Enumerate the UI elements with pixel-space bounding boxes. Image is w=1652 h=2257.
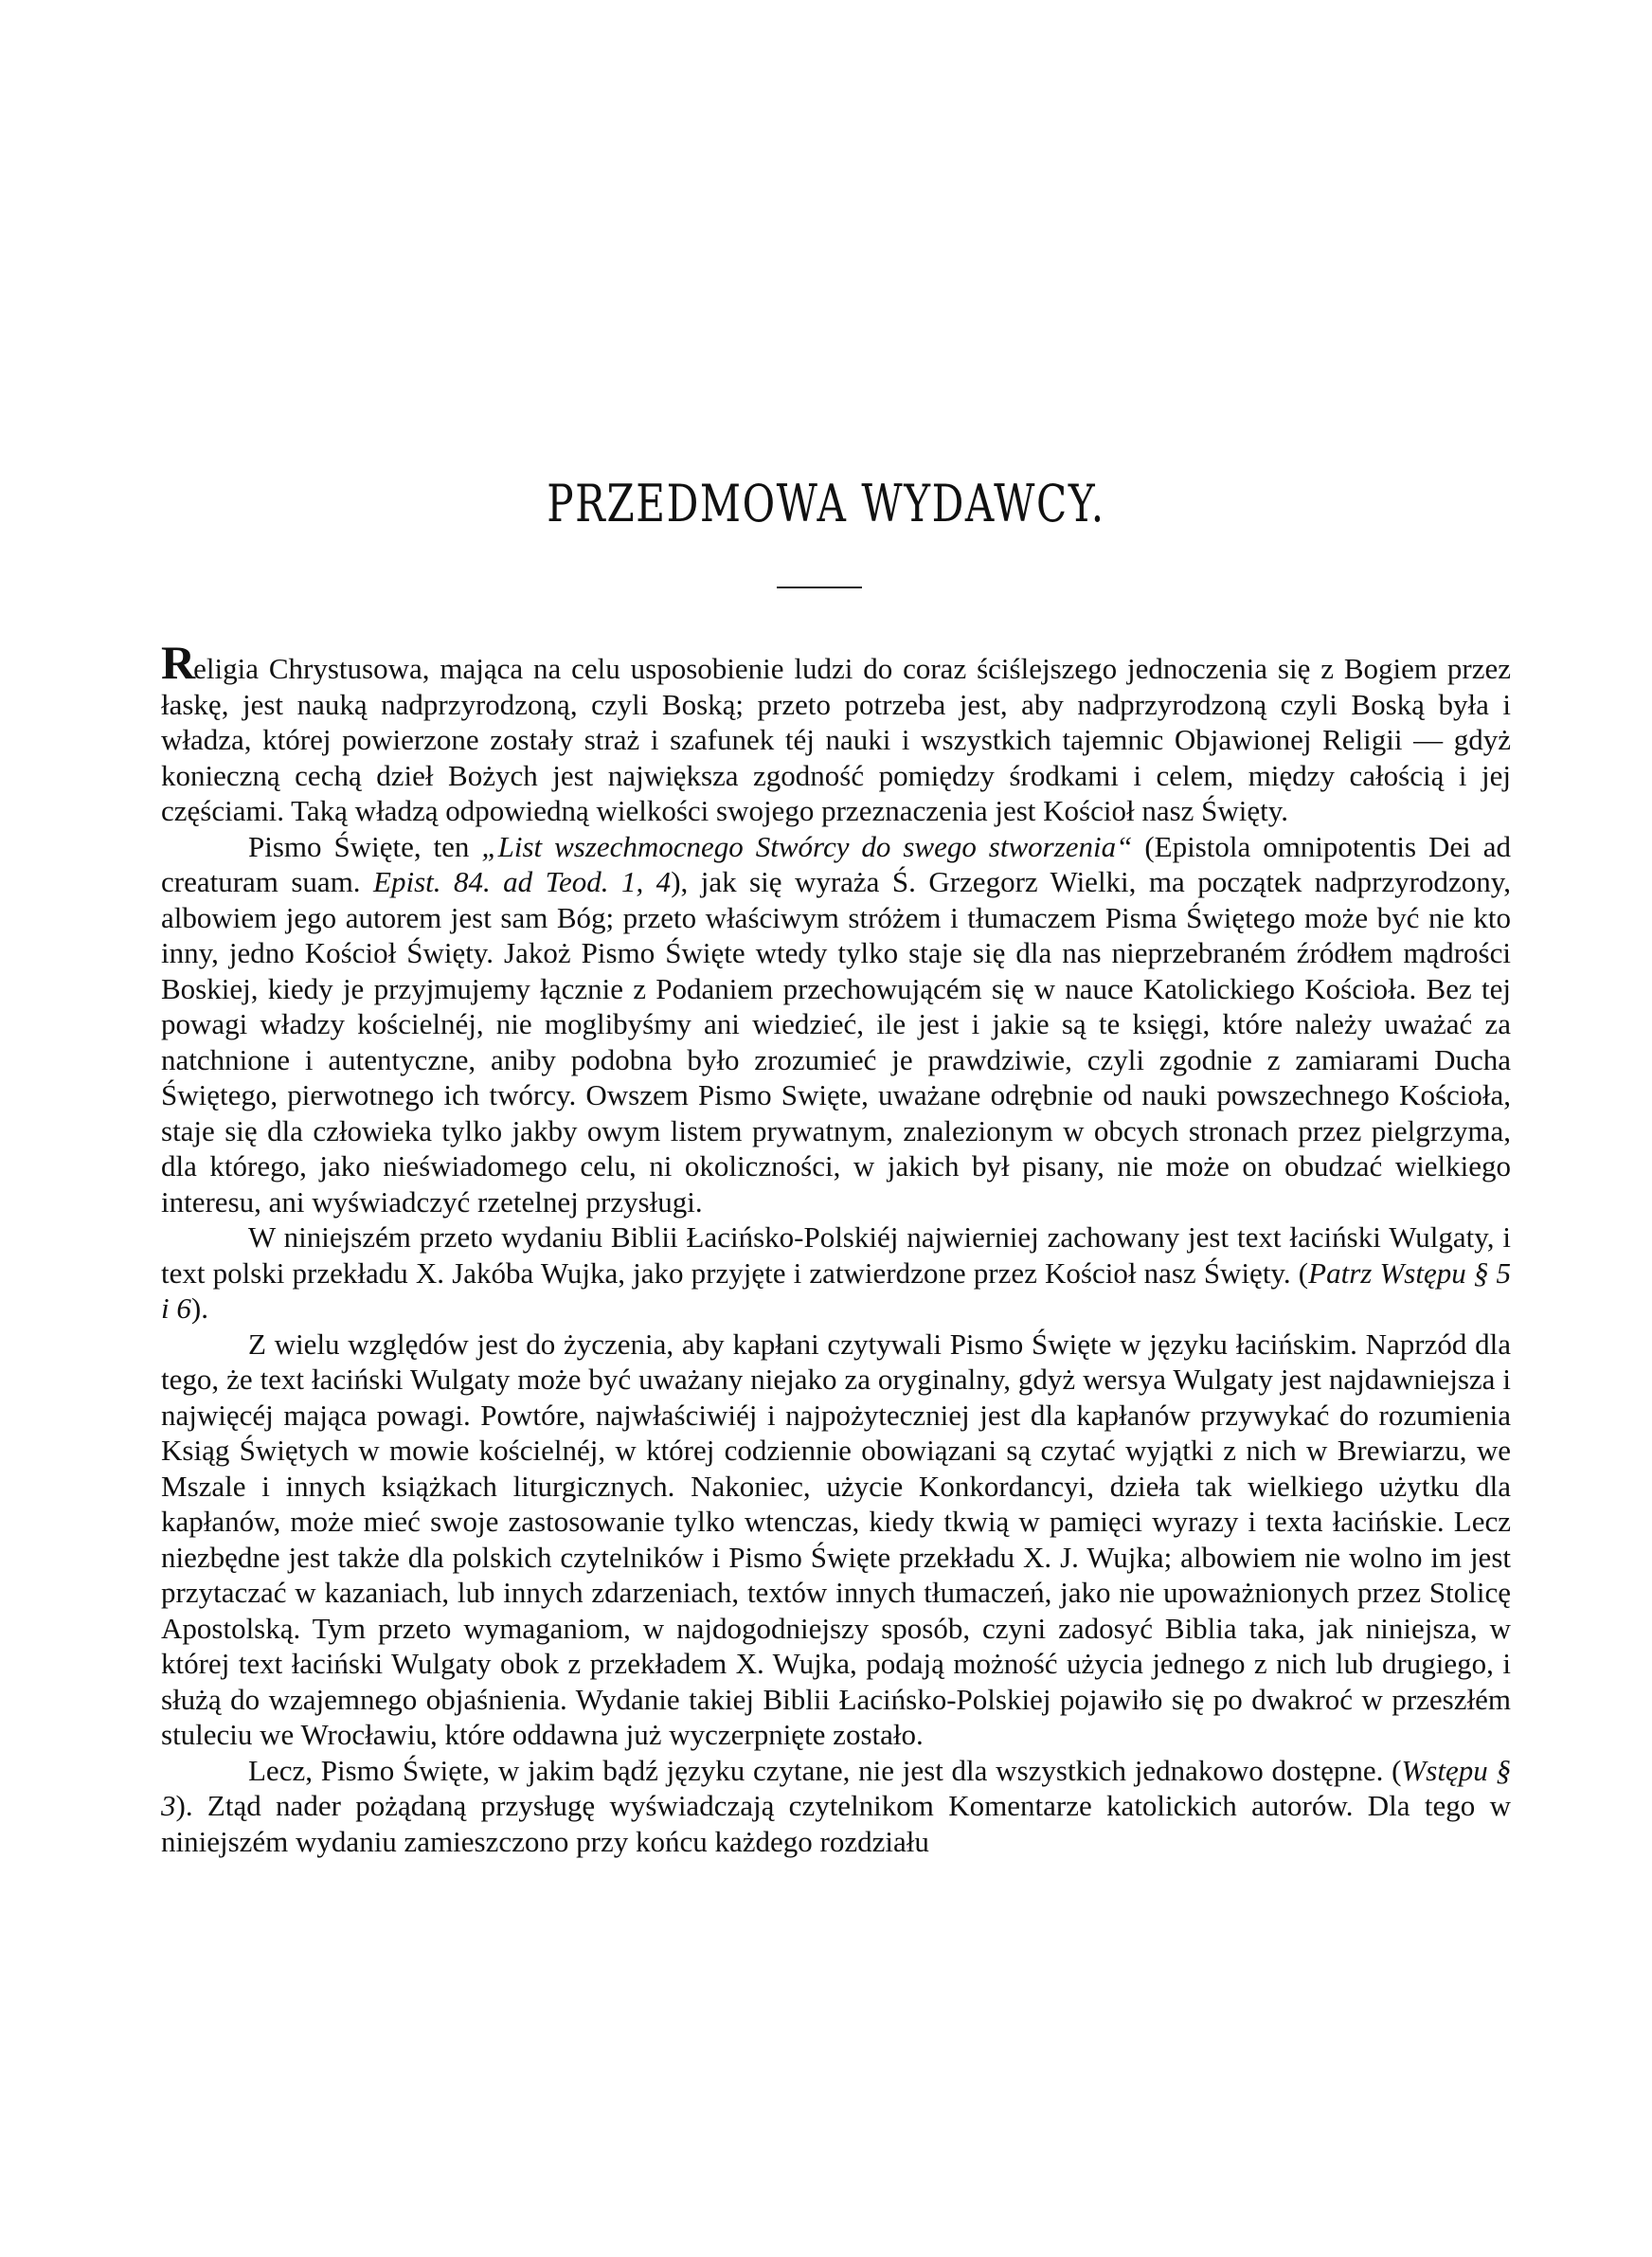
- paragraph-5-citation: Wstępu § 3: [161, 1753, 1511, 1822]
- paragraph-2-text-a: Pismo Święte, ten: [248, 829, 482, 863]
- paragraph-5-text-a: Lecz, Pismo Święte, w jakim bądź języku czytane, nie jest dla wszystkich jednakowo dostępne. (: [248, 1753, 1402, 1787]
- drop-cap: R: [161, 636, 194, 689]
- paragraph-5-text-b: ). Ztąd nader pożądaną przysługę wyświadczają czytelnikom Komentarze katolickich autorów. Dla tego w niniejszém wydaniu zamieszczono przy końcu każdego rozdziału: [161, 1789, 1511, 1858]
- paragraph-2-text-c: ), jak się wyraża Ś. Grzegorz Wielki, ma początek nadprzyrodzony, albowiem jego autorem jest sam Bóg; przeto właściwym stróżem i tłumaczem Pisma Świętego może być nie kto inny, jedno Kościoł Święty. Jakoż Pismo Święte wtedy tylko staje się dla nas nieprzebraném źródłem mądrości Boskiej, kiedy je przyjmujemy łącznie z Podaniem przechowującém się w nauce Katolickiego Kościoła. Bez tej powagi władzy kościelnéj, nie moglibyśmy ani wiedzieć, ile jest i jakie są te księgi, które należy uważać za natchnione i autentyczne, aniby podobna było zrozumieć je prawdziwie, czyli zgodnie z zamiarami Ducha Świętego, pierwotnego ich twórcy. Owszem Pismo Swięte, uważane odrębnie od nauki powszechnego Kościoła, staje się dla człowieka tylko jakby owym listem prywatnym, znalezionym w obcych stronach przez pielgrzyma, dla którego, jako nieświadomego celu, ni okoliczności, w jakich był pisany, nie może on obudzać wielkiego interesu, ani wyświadczyć rzetelnej przysługi.: [161, 865, 1511, 1219]
- paragraph-3-text-a: W niniejszém przeto wydaniu Biblii Łacińsko-Polskiéj najwierniej zachowany jest text łaciński Wulgaty, i text polski przekładu X. Jakóba Wujka, jako przyjęte i zatwierdzone przez Kościoł nasz Święty. (: [161, 1220, 1511, 1290]
- title-divider: [777, 587, 862, 588]
- paragraph-2-citation: Epist. 84. ad Teod. 1, 4: [373, 865, 672, 898]
- paragraph-1-text: eligia Chrystusowa, mająca na celu usposobienie ludzi do coraz ściślejszego jednoczenia się z Bogiem przez łaskę, jest nauką nadprzyrodzoną, czyli Boską; przeto potrzeba jest, aby nadprzyrodzoną czyli Boską była i władza, której powierzone zostały straż i szafunek téj nauki i wszystkich tajemnic Objawionej Religii — gdyż konieczną cechą dzieł Bożych jest największa zgodność pomiędzy środkami i celem, między całością i jej częściami. Taką władzą odpowiedną wielkości swojego przeznaczenia jest Kościoł nasz Święty.: [161, 652, 1511, 827]
- paragraph-2: [161, 829, 1511, 1220]
- page-title: PRZEDMOWA WYDAWCY.: [547, 474, 1105, 533]
- paragraph-3: [161, 1219, 1511, 1327]
- document-body: [161, 636, 1512, 1859]
- paragraph-3-citation: Patrz Wstępu § 5 i 6: [161, 1255, 1512, 1325]
- paragraph-4: [161, 1327, 1511, 1753]
- paragraph-1: [161, 636, 1511, 829]
- paragraph-5: [161, 1753, 1511, 1860]
- paragraph-3-text-b: ).: [190, 1291, 208, 1325]
- paragraph-4-text: Z wielu względów jest do życzenia, aby kapłani czytywali Pismo Święte w języku łacińskim. Naprzód dla tego, że text łaciński Wulgaty może być uważany niejako za oryginalny, gdyż wersya Wulgaty jest najdawniejsza i najwięcéj mająca powagi. Powtóre, najwłaściwiéj i najpożyteczniej jest dla kapłanów przywykać do rozumienia Ksiąg Świętych w mowie kościelnéj, w której codziennie obowiązani są czytać wyjątki z nich w Brewiarzu, we Mszale i innych książkach liturgicznych. Nakoniec, użycie Konkordancyi, dzieła tak wielkiego użytku dla kapłanów, może mieć swoje zastosowanie tylko wtenczas, kiedy tkwią w pamięci wyrazy i texta łacińskie. Lecz niezbędne jest także dla polskich czytelników i Pismo Święte przekładu X. J. Wujka; albowiem nie wolno im jest przytaczać w kazaniach, lub innych zdarzeniach, textów innych tłumaczeń, jako nie upoważnionych przez Stolicę Apostolską. Tym przeto wymaganiom, w najdogodniejszy sposób, czyni zadosyć Biblia taka, jak niniejsza, w której text łaciński Wulgaty obok z przekładem X. Wujka, podają możność użycia jednego z nich lub drugiego, i służą do wzajemnego objaśnienia. Wydanie takiej Biblii Łacińsko-Polskiej pojawiło się po dwakroć w przeszłém stuleciu we Wrocławiu, które oddawna już wyczerpnięte zostało.: [161, 1327, 1511, 1751]
- paragraph-2-text-b: (Epistola omnipotentis Dei ad creaturam suam.: [161, 829, 1511, 898]
- paragraph-2-quote: „List wszechmocnego Stwórcy do swego stworzenia“: [481, 829, 1133, 863]
